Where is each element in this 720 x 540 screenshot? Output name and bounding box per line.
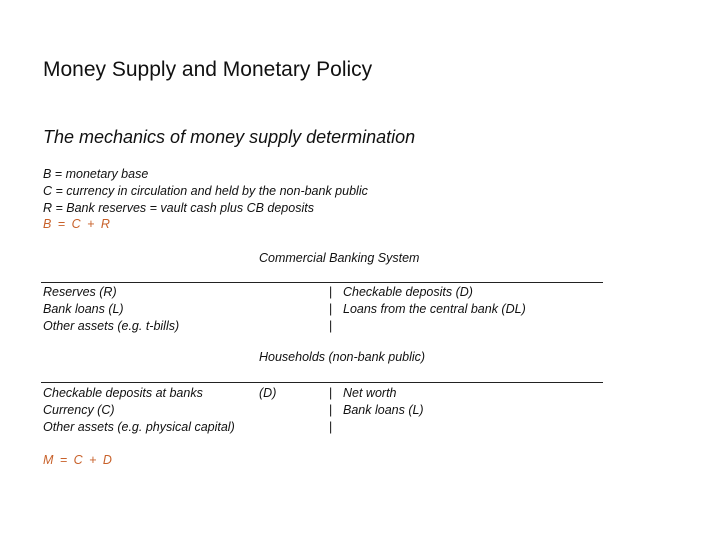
households-liability-row (329, 386, 397, 400)
households-liability-bank-loans: Bank loans (L) (343, 403, 424, 417)
banking-asset-other: Other assets (e.g. t-bills) (43, 319, 180, 333)
banking-liability-cb-loans: Loans from the central bank (DL) (343, 302, 526, 316)
column-separator: | (329, 403, 333, 417)
banking-liability-row (329, 319, 343, 333)
slide-subtitle: The mechanics of money supply determination (43, 127, 416, 147)
column-separator: | (329, 302, 333, 316)
households-liability-row (329, 403, 424, 417)
households-heading: Households (non-bank public) (259, 350, 426, 364)
banking-liability-deposits: Checkable deposits (D) (343, 285, 473, 299)
column-separator: | (329, 285, 333, 299)
column-separator: | (329, 386, 333, 400)
households-asset-other: Other assets (e.g. physical capital) (43, 420, 235, 434)
column-separator: | (329, 319, 333, 333)
households-liability-row (329, 420, 343, 434)
column-separator: | (329, 420, 333, 434)
definition-monetary-base: B = monetary base (43, 167, 149, 181)
banking-heading: Commercial Banking System (259, 251, 420, 265)
banking-asset-reserves: Reserves (R) (43, 285, 117, 299)
definition-reserves: R = Bank reserves = vault cash plus CB deposits (43, 201, 314, 215)
households-asset-tag: (D) (259, 386, 277, 400)
banking-divider (41, 282, 603, 283)
slide-title: Money Supply and Monetary Policy (43, 58, 373, 81)
money-equation: M = C + D (43, 453, 114, 467)
definition-currency: C = currency in circulation and held by the non-bank public (43, 184, 368, 198)
banking-asset-loans: Bank loans (L) (43, 302, 124, 316)
households-asset-currency: Currency (C) (43, 403, 115, 417)
households-liability-net-worth: Net worth (343, 386, 397, 400)
households-asset-deposits: Checkable deposits at banks (43, 386, 203, 400)
households-divider (41, 382, 603, 383)
banking-liability-row (329, 302, 526, 316)
base-equation: B = C + R (43, 217, 112, 231)
banking-liability-row (329, 285, 473, 299)
